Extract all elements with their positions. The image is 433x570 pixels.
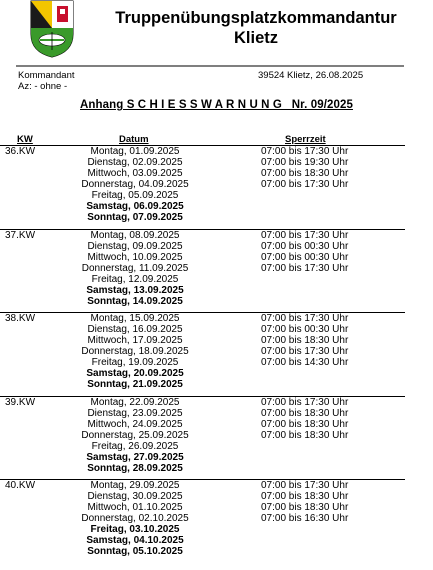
closure-time: 07:00 bis 18:30 Uhr xyxy=(261,335,349,346)
week-number: 39.KW xyxy=(5,396,36,408)
closure-time: 07:00 bis 17:30 Uhr xyxy=(261,396,349,408)
reference-label: Az: - ohne - xyxy=(18,81,68,92)
column-kw: KW xyxy=(17,134,33,145)
day-date: Donnerstag, 25.09.2025 xyxy=(81,429,189,441)
closure-time: 07:00 bis 18:30 Uhr xyxy=(261,418,349,430)
table-row xyxy=(0,491,433,502)
table-row xyxy=(0,513,433,524)
closure-time: 07:00 bis 16:30 Uhr xyxy=(261,513,349,524)
day-date: Mittwoch, 01.10.2025 xyxy=(87,502,183,513)
table-row xyxy=(0,252,433,263)
closure-time: 07:00 bis 00:30 Uhr xyxy=(261,251,349,263)
column-sperrzeit: Sperrzeit xyxy=(285,134,326,145)
week-block xyxy=(0,145,433,229)
title-line-2: Klietz xyxy=(233,29,278,47)
table-row xyxy=(0,452,433,463)
closure-time: 07:00 bis 17:30 Uhr xyxy=(261,346,349,357)
closure-time: 07:00 bis 17:30 Uhr xyxy=(261,146,349,157)
document-heading xyxy=(0,99,433,111)
day-date: Dienstag, 16.09.2025 xyxy=(87,324,183,335)
schedule-table xyxy=(0,145,433,563)
day-date: Montag, 15.09.2025 xyxy=(90,313,180,324)
table-row xyxy=(0,480,433,491)
day-date: Sonntag, 28.09.2025 xyxy=(87,462,183,474)
day-date: Sonntag, 07.09.2025 xyxy=(87,212,183,223)
table-row xyxy=(0,179,433,190)
heading-text: Anhang S C H I E S S W A R N U N G Nr. 09/2025 xyxy=(80,99,353,111)
document-title xyxy=(80,8,432,48)
day-date: Samstag, 27.09.2025 xyxy=(86,451,184,463)
closure-time: 07:00 bis 18:30 Uhr xyxy=(261,491,349,502)
day-date: Freitag, 12.09.2025 xyxy=(91,273,179,285)
day-date: Mittwoch, 10.09.2025 xyxy=(87,251,183,263)
table-row xyxy=(0,441,433,452)
title-line-1: Truppenübungsplatzkommandantur xyxy=(115,9,397,27)
closure-time: 07:00 bis 00:30 Uhr xyxy=(261,240,349,252)
week-number: 40.KW xyxy=(5,480,36,491)
day-date: Mittwoch, 17.09.2025 xyxy=(87,335,183,346)
day-date: Donnerstag, 18.09.2025 xyxy=(81,346,189,357)
table-row xyxy=(0,201,433,212)
day-date: Mittwoch, 03.09.2025 xyxy=(87,168,183,179)
closure-time: 07:00 bis 19:30 Uhr xyxy=(261,157,349,168)
closure-time: 07:00 bis 18:30 Uhr xyxy=(261,502,349,513)
header-divider xyxy=(16,65,404,67)
day-date: Montag, 08.09.2025 xyxy=(90,229,180,241)
place-date: 39524 Klietz, 26.08.2025 xyxy=(258,70,364,81)
table-row xyxy=(0,190,433,201)
table-row xyxy=(0,263,433,274)
day-date: Montag, 22.09.2025 xyxy=(90,396,180,408)
week-number: 37.KW xyxy=(5,229,36,241)
column-datum: Datum xyxy=(119,134,149,145)
closure-time: 07:00 bis 17:30 Uhr xyxy=(261,229,349,241)
closure-time: 07:00 bis 00:30 Uhr xyxy=(261,324,349,335)
day-date: Donnerstag, 02.10.2025 xyxy=(81,513,189,524)
table-row xyxy=(0,296,433,307)
day-date: Samstag, 13.09.2025 xyxy=(86,284,184,296)
table-row xyxy=(0,535,433,546)
day-date: Freitag, 26.09.2025 xyxy=(91,440,179,452)
table-row xyxy=(0,335,433,346)
week-block xyxy=(0,396,433,480)
day-date: Freitag, 19.09.2025 xyxy=(91,357,179,368)
table-row xyxy=(0,285,433,296)
table-row xyxy=(0,346,433,357)
day-date: Dienstag, 23.09.2025 xyxy=(87,407,183,419)
day-date: Mittwoch, 24.09.2025 xyxy=(87,418,183,430)
day-date: Sonntag, 05.10.2025 xyxy=(87,546,183,557)
table-row xyxy=(0,408,433,419)
day-date: Freitag, 05.09.2025 xyxy=(91,190,179,201)
day-date: Samstag, 06.09.2025 xyxy=(86,201,184,212)
table-row xyxy=(0,379,433,390)
closure-time: 07:00 bis 17:30 Uhr xyxy=(261,313,349,324)
day-date: Donnerstag, 11.09.2025 xyxy=(81,262,189,274)
day-date: Montag, 29.09.2025 xyxy=(90,480,180,491)
table-row xyxy=(0,157,433,168)
table-row xyxy=(0,313,433,324)
table-row xyxy=(0,241,433,252)
table-row xyxy=(0,230,433,241)
week-block xyxy=(0,312,433,396)
coat-of-arms-logo xyxy=(30,0,74,58)
closure-time: 07:00 bis 18:30 Uhr xyxy=(261,429,349,441)
week-block xyxy=(0,479,433,563)
day-date: Samstag, 20.09.2025 xyxy=(86,368,184,379)
day-date: Freitag, 03.10.2025 xyxy=(90,524,180,535)
table-row xyxy=(0,524,433,535)
table-row xyxy=(0,324,433,335)
table-row xyxy=(0,146,433,157)
week-number: 36.KW xyxy=(5,146,36,157)
day-date: Samstag, 04.10.2025 xyxy=(86,535,184,546)
table-row xyxy=(0,357,433,368)
day-date: Dienstag, 02.09.2025 xyxy=(87,157,183,168)
day-date: Donnerstag, 04.09.2025 xyxy=(81,179,189,190)
closure-time: 07:00 bis 14:30 Uhr xyxy=(261,357,349,368)
day-date: Sonntag, 14.09.2025 xyxy=(87,295,183,307)
day-date: Dienstag, 30.09.2025 xyxy=(87,491,183,502)
table-row xyxy=(0,546,433,557)
week-number: 38.KW xyxy=(5,313,36,324)
table-row xyxy=(0,274,433,285)
table-row xyxy=(0,368,433,379)
sender-label: Kommandant xyxy=(18,70,75,81)
table-row xyxy=(0,168,433,179)
table-row xyxy=(0,397,433,408)
table-row xyxy=(0,463,433,474)
closure-time: 07:00 bis 18:30 Uhr xyxy=(261,407,349,419)
table-row xyxy=(0,419,433,430)
table-row xyxy=(0,212,433,223)
week-block xyxy=(0,229,433,313)
table-row xyxy=(0,430,433,441)
closure-time: 07:00 bis 17:30 Uhr xyxy=(261,262,349,274)
day-date: Sonntag, 21.09.2025 xyxy=(87,379,183,390)
table-row xyxy=(0,502,433,513)
closure-time: 07:00 bis 17:30 Uhr xyxy=(261,179,349,190)
day-date: Dienstag, 09.09.2025 xyxy=(87,240,183,252)
day-date: Montag, 01.09.2025 xyxy=(90,146,180,157)
closure-time: 07:00 bis 17:30 Uhr xyxy=(261,480,349,491)
closure-time: 07:00 bis 18:30 Uhr xyxy=(261,168,349,179)
